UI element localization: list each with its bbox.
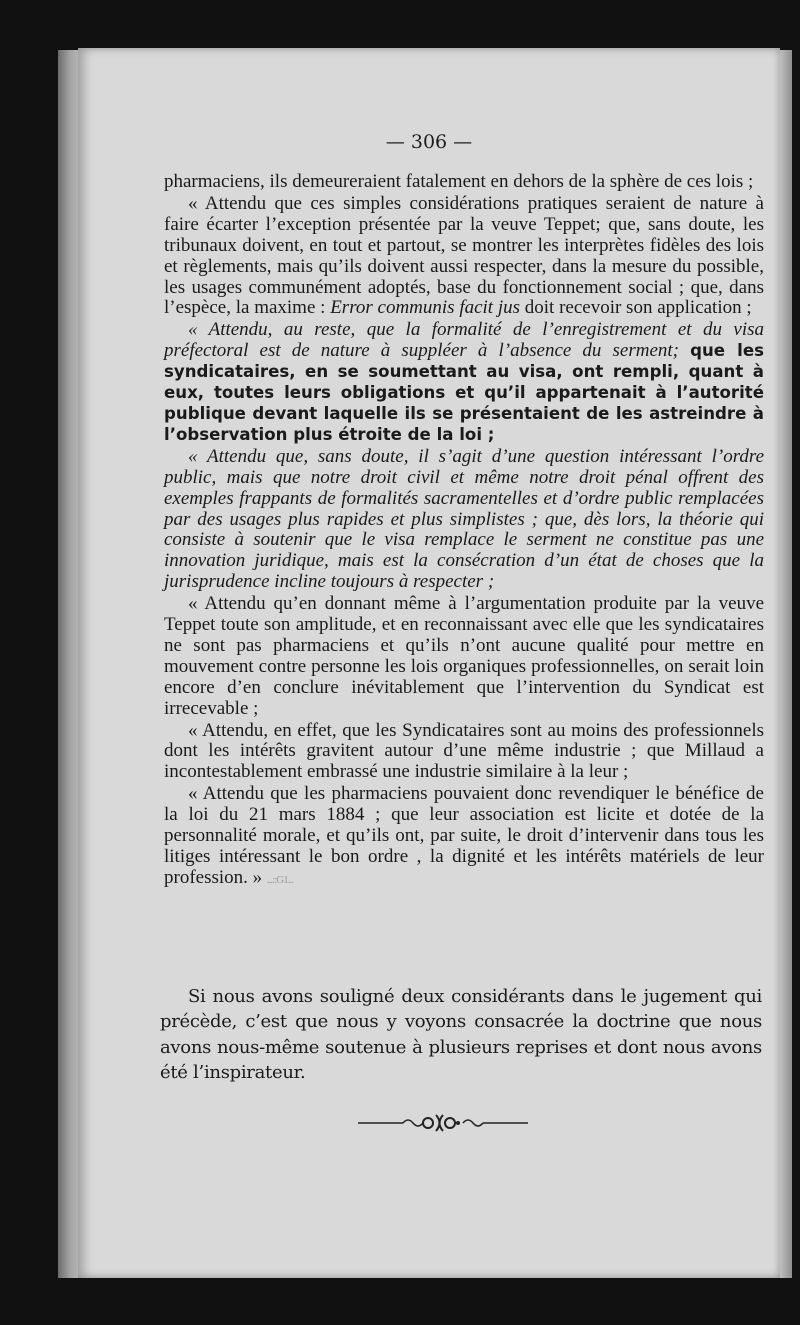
paragraph-5: « Attendu qu’en donnant même à l’argumentation produite par la veuve Teppet toute son amplitude, et en reconnaissant avec elle que les syndicataires ne sont pas pharmaciens et qu’ils n’ont aucune qualité pour mettre en mouvement contre personne les lois organiques professionnelles, on serait loin encore d’en conclure inévitablement que l’intervention du Syndicat est irrecevable ; (164, 593, 764, 719)
paragraph-6: « Attendu, en effet, que les Syndicataires sont au moins des professionnels dont les intérêts gravitent autour d’une même industrie ; que Millaud a incontestablement embrassé une industrie similaire à la leur ; (164, 719, 764, 783)
paragraph-4-italic-considerant: « Attendu que, sans doute, il s’agit d’une question intéressant l’ordre public, mais que notre droit civil et même notre droit pénal offrent des exemples frappants de formalités sacramentelles et d’ordre public remplacées par des usages plus rapides et plus simplistes ; que, dès lors, la théorie qui consiste à soutenir que le visa remplace le serment ne constitue pas une innovation juridique, mais est la consécration d’un état de choses que la jurisprudence incline toujours à respecter ; (164, 445, 764, 593)
judgment-text (164, 172, 764, 891)
paragraph-3 (164, 320, 764, 445)
paragraph-2-tail: doit recevoir son application ; (520, 297, 752, 319)
paragraph-7 (164, 784, 764, 891)
emphasized-considerant: que les syndicataires, en se soumettant au visa, ont rempli, quant à eux, toutes leurs obligations et qu’il appartenait à l’autorité publique devant laquelle ils se présentaient de les astreindre à l’observation plus étroite de la loi ; (164, 341, 765, 444)
paragraph-2-text: « Attendu que ces simples considérations pratiques seraient de nature à faire écarter l’exception présentée par la veuve Teppet; que, sans doute, les tribunaux doivent, en tout et partout, se montrer les interprètes fidèles des lois et règlements, mais qu’ils doivent aussi respecter, dans la mesure du possible, les usages communément adoptés, base du fonctionnement social ; que, dans l’espèce, la maxime : (164, 192, 764, 319)
page-number: — 306 — (385, 131, 473, 153)
author-conclusion (160, 984, 762, 1086)
paragraph-3-italic: « Attendu, au reste, que la formalité de l’enregistrement et du visa préfectoral est de nature à suppléer à l’absence du serment; (164, 319, 764, 362)
paragraph-2 (164, 194, 764, 319)
fleuron-divider-icon (358, 1110, 528, 1136)
latin-maxim: Error communis facit jus (330, 297, 521, 319)
paragraph-1: pharmaciens, ils demeureraient fatalement en dehors de la sphère de ces lois ; (164, 171, 754, 192)
conclusion-paragraph: Si nous avons souligné deux considérants dans le jugement qui précède, c’est que nous y voyons consacrée la doctrine que nous avons nous-même soutenue à plusieurs reprises et dont nous avons été l’inspirateur. (160, 986, 762, 1084)
document-page (78, 48, 780, 1278)
paragraph-7-text: « Attendu que les pharmaciens pouvaient donc revendiquer le bénéfice de la loi du 21 mars 1884 ; que leur association est licite et dotée de la personnalité morale, et qu’ils ont, par suite, le droit d’intervenir dans tous les litiges intéressant le bon ordre , la dignité et les intérêts matériels de leur profession. » (164, 783, 764, 888)
ink-mark: ...::G1... (266, 873, 293, 886)
